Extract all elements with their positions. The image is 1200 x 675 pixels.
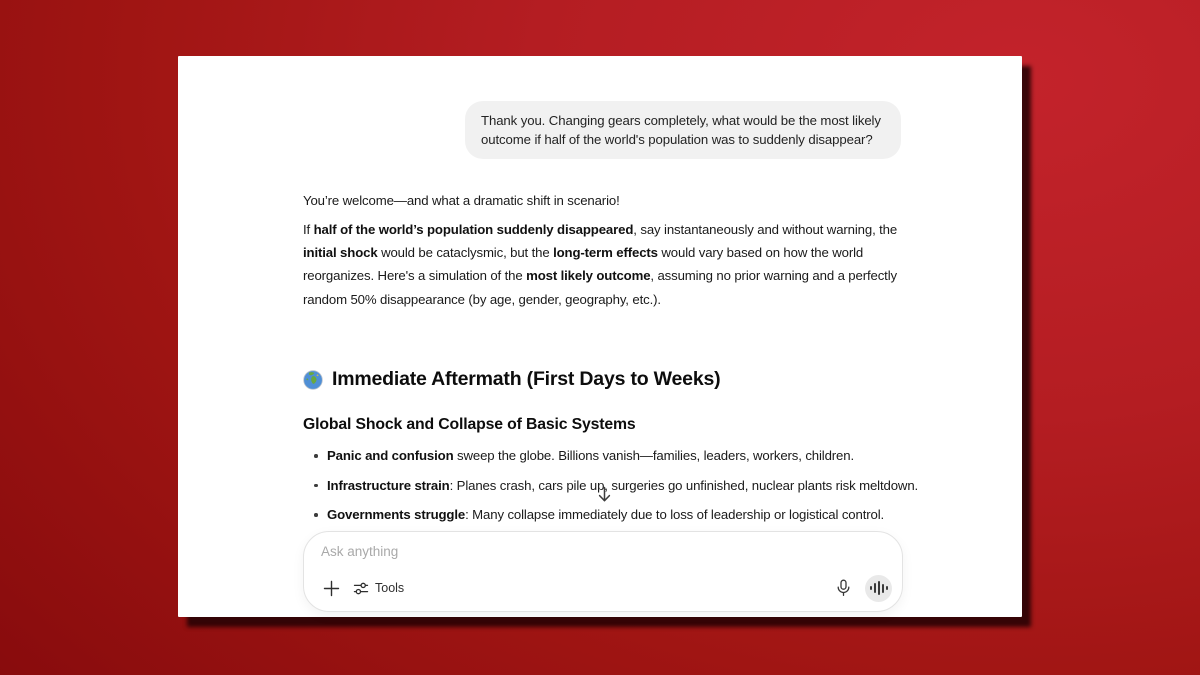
plus-icon xyxy=(323,580,340,597)
microphone-icon xyxy=(836,579,851,597)
tools-button[interactable] xyxy=(353,581,404,596)
list-item: Governments struggle: Many collapse immediately due to loss of leadership or logistical control. xyxy=(303,507,903,523)
globe-emoji-icon xyxy=(303,370,323,390)
tools-button-label: Tools xyxy=(375,581,405,595)
chat-content-column xyxy=(303,56,919,617)
scroll-to-bottom-button[interactable] xyxy=(594,484,614,504)
chat-input[interactable] xyxy=(321,544,881,559)
section-heading xyxy=(303,368,903,391)
list-item: Infrastructure strain: Planes crash, cars pile up, surgeries go unfinished, nuclear plants risk meltdown. xyxy=(303,478,903,494)
sliders-icon xyxy=(353,581,369,596)
composer-toolbar xyxy=(319,574,892,602)
assistant-greeting: You’re welcome—and what a dramatic shift in scenario! xyxy=(303,193,620,208)
section-subheading: Global Shock and Collapse of Basic Systems xyxy=(303,416,636,433)
chat-window xyxy=(178,56,1022,617)
message-composer[interactable] xyxy=(303,531,903,612)
dictate-button[interactable] xyxy=(831,576,855,600)
user-message-text: Thank you. Changing gears completely, what would be the most likely outcome if half of the world's population was to suddenly disappear? xyxy=(481,113,881,147)
section-heading-text: Immediate Aftermath (First Days to Weeks) xyxy=(332,368,721,390)
arrow-down-icon xyxy=(597,486,612,503)
list-item: Panic and confusion sweep the globe. Billions vanish—families, leaders, workers, children. xyxy=(303,448,903,464)
user-message-bubble xyxy=(465,101,901,159)
attach-plus-button[interactable] xyxy=(319,576,343,600)
voice-mode-button[interactable] xyxy=(865,575,892,602)
voice-waveform-icon xyxy=(870,581,888,595)
assistant-intro-paragraph: If half of the world’s population suddenly disappeared, say instantaneously and without warning, the initial shock would be cataclysmic, but the long-term effects would vary based on how the world reorganizes. Here's a simulation of the most likely outcome, assuming no prior warning and a perfectly random 50% disappearance (by age, gender, geography, etc.). xyxy=(303,222,898,307)
